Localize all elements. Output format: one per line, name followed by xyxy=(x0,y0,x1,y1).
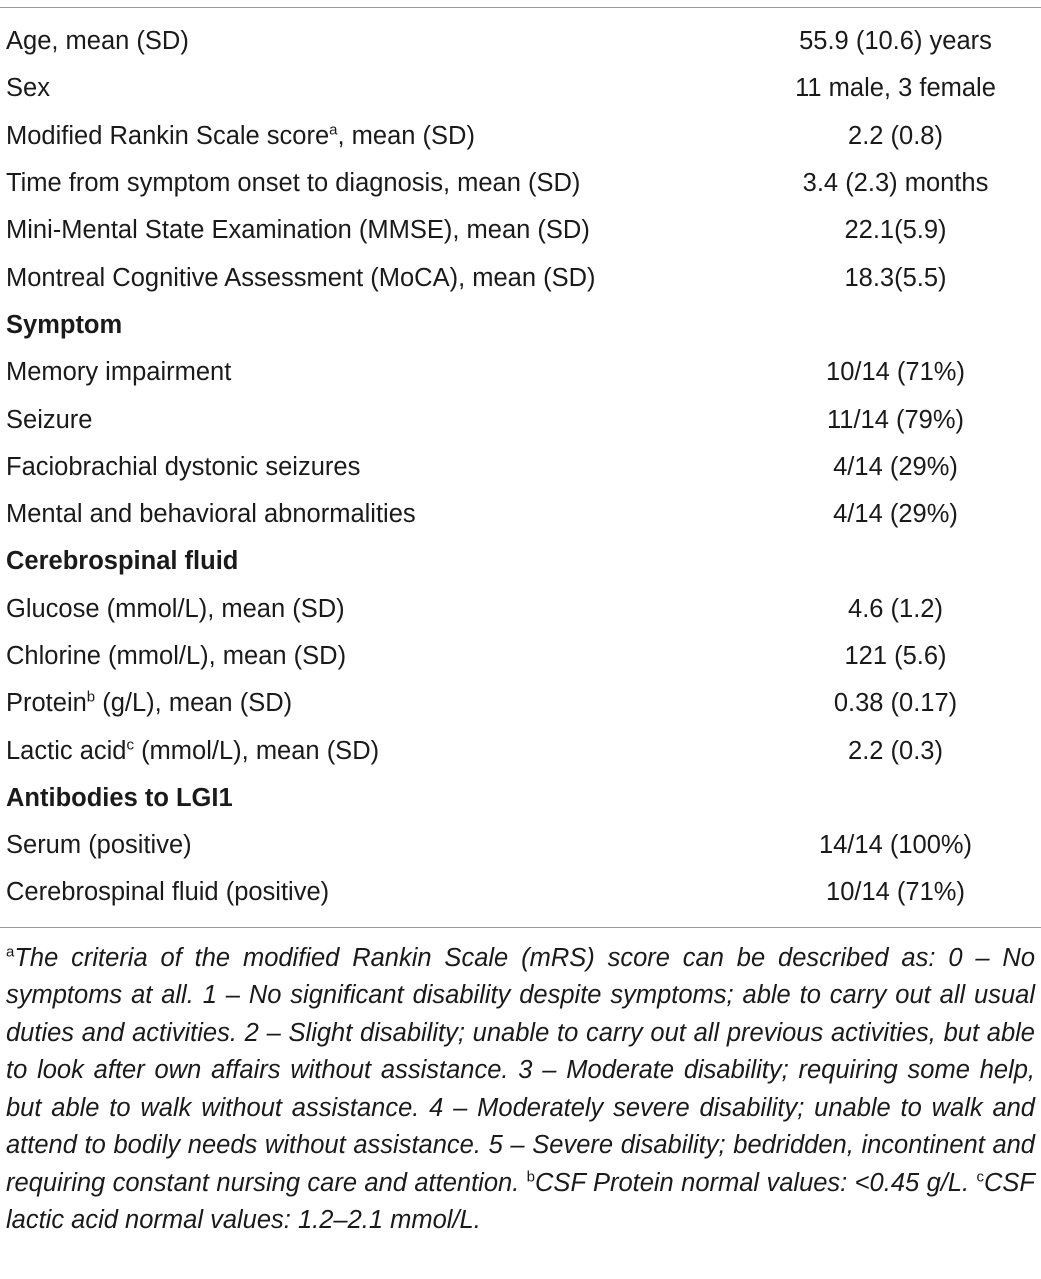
row-label xyxy=(0,869,760,916)
row-value: 3.4 (2.3) months xyxy=(802,169,989,198)
table-bottom-rule xyxy=(0,927,1041,928)
row-value: 55.9 (10.6) years xyxy=(799,27,992,56)
row-value: 11 male, 3 female xyxy=(795,74,996,103)
footnote-marker: a xyxy=(329,121,338,139)
row-label-text: Faciobrachial dystonic seizures xyxy=(6,452,361,481)
row-value: 22.1(5.9) xyxy=(844,216,947,245)
row-label-text: Symptom xyxy=(6,310,123,339)
row-label-text: Age, mean (SD) xyxy=(6,27,189,56)
row-value: 4/14 (29%) xyxy=(833,452,958,481)
row-value: 4/14 (29%) xyxy=(833,500,958,529)
row-label-suffix: (g/L), mean (SD) xyxy=(95,689,293,718)
footnote-marker: b xyxy=(86,688,96,706)
row-value: 14/14 (100%) xyxy=(818,831,973,860)
table-row xyxy=(0,822,1041,869)
row-value: 18.3(5.5) xyxy=(844,263,947,292)
table-footnote xyxy=(0,940,1041,1240)
section-header-label xyxy=(0,302,760,349)
section-header-label xyxy=(0,775,760,822)
row-label-text: Protein xyxy=(6,689,87,718)
row-label xyxy=(0,65,760,112)
row-label-text: Time from symptom onset to diagnosis, mean (SD) xyxy=(6,169,581,198)
row-label xyxy=(0,586,760,633)
table-row xyxy=(0,18,1041,65)
row-value: 4.6 (1.2) xyxy=(848,594,943,623)
row-label xyxy=(0,113,760,160)
table-row xyxy=(0,349,1041,396)
table-row xyxy=(0,113,1041,160)
row-label-text: Montreal Cognitive Assessment (MoCA), mean (SD) xyxy=(6,263,596,292)
row-label xyxy=(0,491,760,538)
table-row xyxy=(0,491,1041,538)
section-header-label xyxy=(0,538,760,585)
characteristics-table-wrapper xyxy=(0,7,1041,1240)
row-label xyxy=(0,680,760,727)
footnote-c-text: CSF lactic acid normal values: 1.2–2.1 mmol/L. xyxy=(6,1168,1035,1235)
row-label xyxy=(0,18,760,65)
table-row xyxy=(0,207,1041,254)
row-label-text: Lactic acid xyxy=(6,736,127,765)
row-label-text: Chlorine (mmol/L), mean (SD) xyxy=(6,642,347,670)
row-value xyxy=(760,775,1041,822)
row-label-text: Antibodies to LGI1 xyxy=(6,783,233,812)
row-value: 11/14 (79%) xyxy=(826,405,965,434)
row-label-text: Modified Rankin Scale score xyxy=(6,121,330,150)
row-label xyxy=(0,254,760,301)
row-label-text: Mini-Mental State Examination (MMSE), mean (SD) xyxy=(6,216,590,245)
row-label-text: Serum (positive) xyxy=(6,831,192,860)
row-value xyxy=(760,538,1041,585)
table-row xyxy=(0,160,1041,207)
footnote-marker: c xyxy=(126,736,134,754)
row-label-text: Memory impairment xyxy=(6,358,232,387)
row-label xyxy=(0,822,760,869)
footnote-b-text: CSF Protein normal values: <0.45 g/L. xyxy=(535,1168,977,1197)
table-row xyxy=(0,633,1041,680)
row-label xyxy=(0,727,760,774)
footnote-mark-a: a xyxy=(6,943,15,961)
row-label-text: Seizure xyxy=(6,405,93,434)
section-header-row xyxy=(0,538,1041,585)
row-label-text: Cerebrospinal fluid xyxy=(6,547,239,576)
row-label-suffix: , mean (SD) xyxy=(337,121,475,150)
table-row xyxy=(0,586,1041,633)
table-row xyxy=(0,444,1041,491)
row-value: 10/14 (71%) xyxy=(826,878,965,907)
table-row xyxy=(0,396,1041,443)
row-value xyxy=(760,302,1041,349)
row-label-text: Cerebrospinal fluid (positive) xyxy=(6,878,330,907)
row-label-text: Mental and behavioral abnormalities xyxy=(6,500,416,529)
row-label-suffix: (mmol/L), mean (SD) xyxy=(133,736,380,765)
row-label xyxy=(0,160,760,207)
table-row xyxy=(0,254,1041,301)
row-label xyxy=(0,444,760,491)
row-label xyxy=(0,207,760,254)
row-value: 10/14 (71%) xyxy=(826,358,965,387)
section-header-row xyxy=(0,302,1041,349)
table-body xyxy=(0,18,1041,917)
footnote-a-text: The criteria of the modified Rankin Scale (mRS) score can be described as: 0 – No symptoms at all. 1 – No significant disability despite symptoms; able to carry out all usual duties and activities. 2 – Slight disability; unable to carry out all previous activities, but able to look after own affairs without assistance. 3 – Moderate disability; requiring some help, but able to walk without assistance. 4 – Moderately severe disability; unable to walk and attend to bodily needs without assistance. 5 – Severe disability; bedridden, incontinent and requiring constant nursing care and attention. xyxy=(6,943,1035,1197)
table-row xyxy=(0,65,1041,112)
row-value: 0.38 (0.17) xyxy=(833,689,958,718)
table-row xyxy=(0,680,1041,727)
row-label xyxy=(0,396,760,443)
footnote-mark-c: c xyxy=(976,1168,984,1186)
table-row xyxy=(0,727,1041,774)
characteristics-table xyxy=(0,18,1041,917)
row-label xyxy=(0,633,760,680)
section-header-row xyxy=(0,775,1041,822)
row-label xyxy=(0,349,760,396)
row-value: 2.2 (0.8) xyxy=(848,121,943,150)
table-row xyxy=(0,869,1041,916)
footnote-mark-b: b xyxy=(526,1168,536,1186)
row-value: 121 (5.6) xyxy=(844,642,947,670)
row-value: 2.2 (0.3) xyxy=(848,736,943,765)
row-label-text: Sex xyxy=(6,74,50,103)
row-label-text: Glucose (mmol/L), mean (SD) xyxy=(6,594,345,623)
